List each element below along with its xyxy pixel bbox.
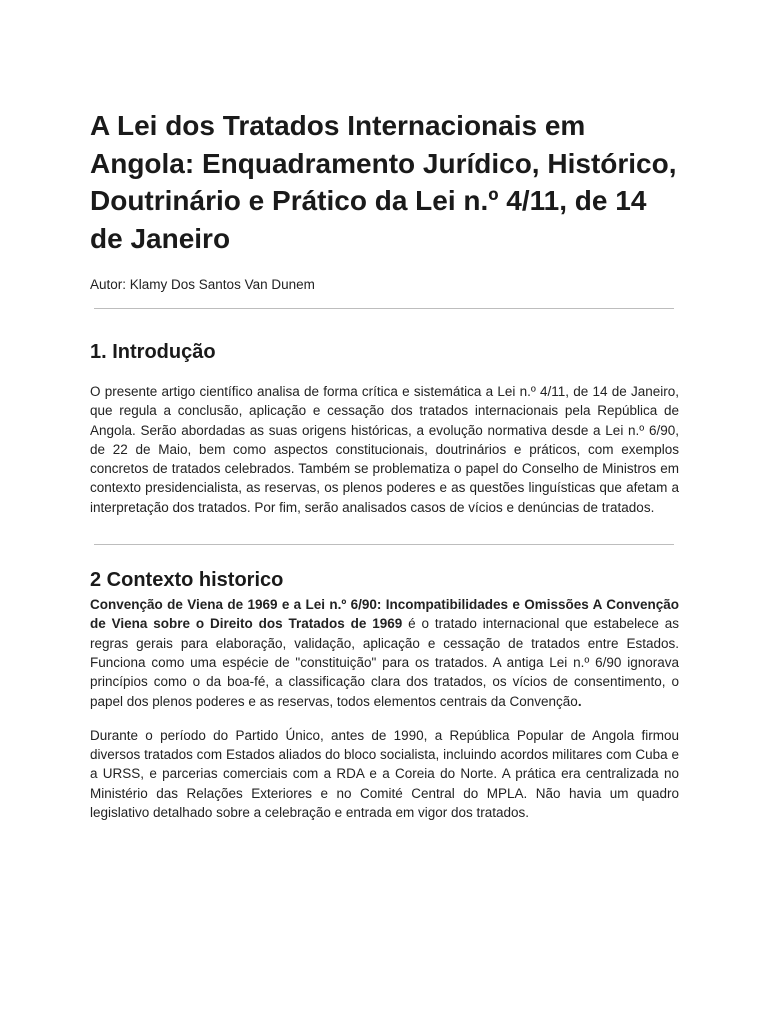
page-title: A Lei dos Tratados Internacionais em Angola: Enquadramento Jurídico, Histórico, Doutrinário e Prático da Lei n.º 4/11, de 14 de Janeiro [90, 110, 677, 254]
section-heading-introduction: 1. Introdução [90, 341, 216, 363]
author-line: Autor: Klamy Dos Santos Van Dunem [90, 277, 315, 292]
bold-lead-text: Convenção de Viena de 1969 e a Lei n.º 6/90: Incompatibilidades e Omissões A Convenção de Viena sobre o Direito dos Tratados de 1969 [90, 597, 679, 632]
divider [94, 544, 674, 545]
context-paragraph-single-party: Durante o período do Partido Único, antes de 1990, a República Popular de Angola firmou diversos tratados com Estados aliados do bloco socialista, incluindo acordos militares com Cuba e a URSS, e parcerias comerciais com a RDA e a Coreia do Norte. A prática era centralizada no Ministério das Relações Exteriores e no Comité Central do MPLA. Não havia um quadro legislativo detalhado sobre a celebração e entrada em vigor dos tratados. [90, 727, 679, 821]
bold-period: . [577, 693, 582, 709]
document-page [90, 107, 679, 822]
context-paragraph-vienna-convention [90, 595, 679, 711]
section-heading-historical-context: 2 Contexto historico [90, 569, 284, 592]
paragraph-text: é o tratado internacional que estabelece as regras gerais para elaboração, validação, aplicação e cessação de tratados entre Estados. Funciona como uma espécie de "constituição" para os tratados. A antiga Lei n.º 6/90 ignorava princípios como o da boa-fé, a classificação clara dos tratados, os vícios de consentimento, o papel dos plenos poderes e as reservas, todos elementos centrais da Convenção [90, 616, 679, 709]
divider [94, 308, 674, 309]
introduction-paragraph: O presente artigo científico analisa de forma crítica e sistemática a Lei n.º 4/11, de 14 de Janeiro, que regula a conclusão, aplicação e cessação dos tratados internacionais pela República de Angola. Serão abordadas as suas origens históricas, a evolução normativa desde a Lei n.º 6/90, de 22 de Maio, bem como aspectos constitucionais, doutrinários e práticos, com exemplos concretos de tratados celebrados. Também se problematiza o papel do Conselho de Ministros em contexto presidencialista, as reservas, os plenos poderes e as questões linguísticas que afetam a interpretação dos tratados. Por fim, serão analisados casos de vícios e denúncias de tratados. [90, 384, 679, 515]
